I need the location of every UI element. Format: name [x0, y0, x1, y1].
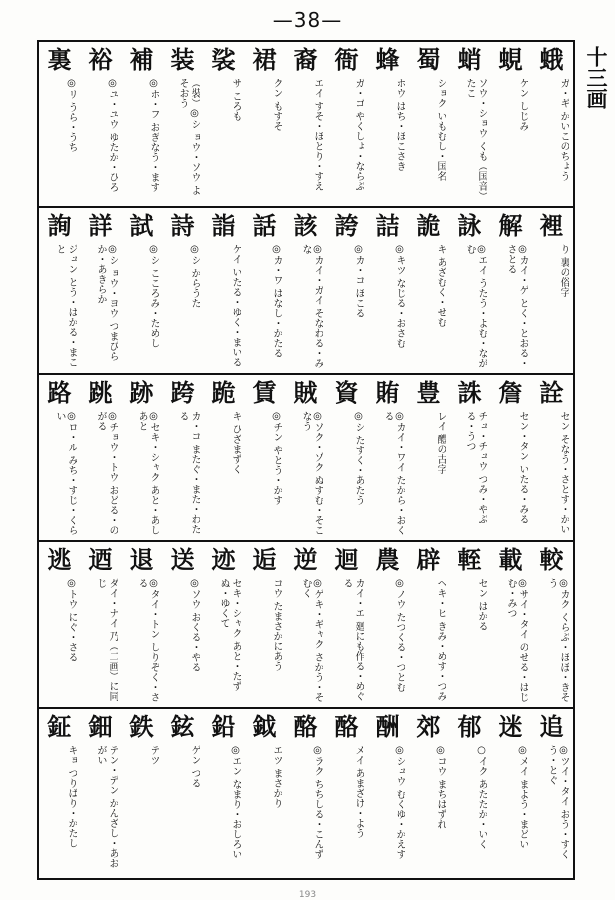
kanji-character: 蛾 — [539, 45, 564, 74]
kanji-reading: ◎カ・ワ はなし・かたる — [271, 244, 282, 359]
kanji-reading: （裝）◎シ ョウ・ソウ よそおう — [177, 78, 200, 196]
kanji-reading: ◎サイ・タイ のせる・はじむ・みつ — [505, 578, 528, 703]
kanji-entry — [327, 208, 366, 372]
kanji-reading: ◎ホ・フ おぎなう・ます — [148, 78, 159, 193]
kanji-reading: ショク いもむし・国名 — [435, 78, 446, 182]
kanji-entry — [286, 208, 325, 372]
kanji-reading: ソウ・ショウ くも（国音）たこ — [464, 78, 487, 202]
kanji-entry — [450, 375, 489, 539]
kanji-character: 試 — [129, 211, 154, 240]
kanji-reading: ◎リ うら・うち — [66, 78, 77, 153]
kanji-reading: ◎コウ まちはずれ — [435, 745, 446, 830]
kanji-reading: セキ・シャク あと・たずぬ・ゆくて — [218, 578, 241, 692]
kanji-reading: ダイ・ナイ 乃（二画）に同じ — [95, 578, 118, 702]
kanji-character: 退 — [129, 545, 154, 574]
kanji-reading: ◎ツイ・タイ おう・すくう・とぐ — [546, 745, 569, 860]
kanji-entry — [40, 375, 79, 539]
kanji-entry — [368, 375, 407, 539]
kanji-entry — [163, 208, 202, 372]
kanji-character: 話 — [252, 211, 277, 240]
kanji-character: 送 — [170, 545, 195, 574]
kanji-character: 跳 — [88, 378, 113, 407]
kanji-entry — [122, 208, 161, 372]
kanji-entry — [204, 709, 243, 873]
kanji-entry — [122, 709, 161, 873]
kanji-reading: キョ つりばり・かたし — [66, 745, 77, 849]
kanji-reading: ◎カイ・ゲ とく・とおる・さとる — [505, 244, 528, 369]
kanji-entry — [491, 42, 530, 206]
kanji-character: 迷 — [498, 712, 523, 741]
kanji-entry — [532, 542, 571, 706]
kanji-entry — [532, 208, 571, 372]
kanji-reading: ◎ノウ たつくる・つとむ — [394, 578, 405, 693]
kanji-character: 蜂 — [375, 45, 400, 74]
kanji-reading: ケイ いたる・ゆく・まいる — [230, 244, 241, 368]
kanji-entry — [450, 542, 489, 706]
kanji-entry — [327, 542, 366, 706]
kanji-entry — [327, 709, 366, 873]
stroke-count-tab: 十三画 — [584, 46, 609, 109]
kanji-entry — [491, 542, 530, 706]
kanji-reading: り 裏の俗字 — [558, 244, 569, 298]
kanji-character: 鈿 — [88, 712, 113, 741]
kanji-character: 酪 — [334, 712, 359, 741]
kanji-reading: ◎カ・コ ほこる — [353, 244, 364, 319]
kanji-character: 資 — [334, 378, 359, 407]
kanji-character: 載 — [498, 545, 523, 574]
kanji-reading: セン はかる — [476, 578, 487, 632]
kanji-entry — [245, 42, 284, 206]
kanji-entry — [409, 709, 448, 873]
kanji-entry — [450, 42, 489, 206]
kanji-character: 解 — [498, 211, 523, 240]
kanji-reading: ◎シ からうた — [189, 244, 200, 309]
kanji-reading: テン・デン かんざし・あおがい — [95, 745, 118, 869]
kanji-reading: ホウ はち・ほこさき — [394, 78, 405, 172]
kanji-entry — [491, 208, 530, 372]
kanji-reading: ガ・ゴ やくしょ・ならぶ — [353, 78, 364, 192]
kanji-reading: カイ・エ 廻にも作る・めぐる — [341, 578, 364, 702]
kanji-reading: ◎チン やとう・かす — [271, 411, 282, 506]
kanji-character: 裏 — [47, 45, 72, 74]
kanji-character: 鉄 — [129, 712, 154, 741]
kanji-reading: テツ — [148, 745, 159, 765]
kanji-character: 詹 — [498, 378, 523, 407]
kanji-reading: セン・タン いたる・みる — [517, 411, 528, 525]
kanji-entry — [122, 42, 161, 206]
kanji-entry — [368, 42, 407, 206]
kanji-entry — [409, 542, 448, 706]
kanji-character: 詮 — [539, 378, 564, 407]
kanji-reading: コウ たまさかにあう — [271, 578, 282, 672]
kanji-character: 補 — [129, 45, 154, 74]
kanji-reading: チュ・チュウ つみ・やぶる・うつ — [464, 411, 487, 525]
kanji-character: 追 — [539, 712, 564, 741]
kanji-character: 詠 — [457, 211, 482, 240]
kanji-character: 迴 — [334, 545, 359, 574]
kanji-reading: ◎カイ・ガイ そなわる・みな — [300, 244, 323, 369]
kanji-reading: ◎ロ・ル みち・すじ・くらい — [54, 411, 77, 536]
kanji-reading: ◎カク くらぶ・ほぼ・きそう — [546, 578, 569, 703]
kanji-character: 鉦 — [47, 712, 72, 741]
kanji-entry — [286, 709, 325, 873]
kanji-character: 跡 — [129, 378, 154, 407]
kanji-character: 詳 — [88, 211, 113, 240]
kanji-entry — [122, 542, 161, 706]
kanji-character: 鉉 — [170, 712, 195, 741]
kanji-character: 該 — [293, 211, 318, 240]
kanji-reading: メイ あまざけ・よう — [353, 745, 364, 839]
kanji-entry — [491, 375, 530, 539]
kanji-entry — [532, 375, 571, 539]
kanji-reading: ◎シ ョウ・ヨウ つまびらか・あきらか — [95, 244, 118, 362]
kanji-character: 逃 — [47, 545, 72, 574]
kanji-character: 蜆 — [498, 45, 523, 74]
kanji-entry — [409, 208, 448, 372]
kanji-table — [37, 40, 575, 880]
kanji-character: 酪 — [293, 712, 318, 741]
kanji-character: 裔 — [293, 45, 318, 74]
kanji-entry — [163, 542, 202, 706]
kanji-entry — [245, 542, 284, 706]
kanji-entry — [368, 709, 407, 873]
kanji-character: 蜀 — [416, 45, 441, 74]
kanji-reading: セン そなう・さとす・かい — [558, 411, 569, 535]
kanji-character: 装 — [170, 45, 195, 74]
kanji-entry — [204, 542, 243, 706]
kanji-character: 裟 — [211, 45, 236, 74]
kanji-reading: ◎ラク ちちしる・こんず — [312, 745, 323, 860]
kanji-reading: レイ 醴の古字 — [435, 411, 446, 475]
kanji-entry — [532, 709, 571, 873]
kanji-character: 鉛 — [211, 712, 236, 741]
kanji-character: 裙 — [252, 45, 277, 74]
kanji-entry — [245, 709, 284, 873]
kanji-reading: エツ まさかり — [271, 745, 282, 809]
kanji-character: 詣 — [211, 211, 236, 240]
kanji-reading: ◎メイ まよう・まどい — [517, 745, 528, 850]
kanji-entry — [491, 709, 530, 873]
kanji-character: 較 — [539, 545, 564, 574]
kanji-reading: ◎ゲキ・ギャク さかう・そむく — [300, 578, 323, 703]
kanji-entry — [245, 375, 284, 539]
kanji-reading: ケン しじみ — [517, 78, 528, 132]
kanji-character: 衙 — [334, 45, 359, 74]
kanji-reading: ◎チョウ・トウ おどる・のがる — [95, 411, 118, 536]
kanji-entry — [204, 375, 243, 539]
kanji-entry — [286, 375, 325, 539]
kanji-reading: ◎ユ・ユウ ゆたか・ひろ — [107, 78, 118, 193]
kanji-entry — [81, 42, 120, 206]
kanji-reading: ◎エン なまり・おしろい — [230, 745, 241, 860]
kanji-reading: ◎キツ なじる・おさむ — [394, 244, 405, 349]
kanji-entry — [286, 542, 325, 706]
kanji-entry — [204, 208, 243, 372]
kanji-entry — [204, 42, 243, 206]
kanji-character: 賊 — [293, 378, 318, 407]
kanji-character: 迹 — [211, 545, 236, 574]
kanji-character: 迺 — [88, 545, 113, 574]
kanji-character: 跪 — [211, 378, 236, 407]
kanji-entry — [163, 375, 202, 539]
kanji-entry — [122, 375, 161, 539]
kanji-reading: ◎トウ にぐ・さる — [66, 578, 77, 663]
kanji-reading: ◎シュウ むくゆ・かえす — [394, 745, 405, 860]
kanji-reading: クン もすそ — [271, 78, 282, 132]
kanji-character: 郁 — [457, 712, 482, 741]
kanji-reading: ◎タイ・トン しりぞく・さる — [136, 578, 159, 703]
kanji-reading: ゲン つる — [189, 745, 200, 789]
kanji-character: 裡 — [539, 211, 564, 240]
kanji-reading: キ ひざまずく — [230, 411, 241, 475]
kanji-character: 路 — [47, 378, 72, 407]
kanji-reading: ◎シ たすく・あたう — [353, 411, 364, 506]
kanji-character: 詢 — [47, 211, 72, 240]
kanji-reading: ○イク あたたか・いく — [476, 745, 487, 850]
kanji-reading: ジュン とう・はかる・まこと — [54, 244, 77, 368]
kanji-character: 辟 — [416, 545, 441, 574]
kanji-entry — [40, 542, 79, 706]
kanji-entry — [286, 42, 325, 206]
page-number: —38— — [272, 8, 343, 32]
kanji-character: 賄 — [375, 378, 400, 407]
kanji-entry — [532, 42, 571, 206]
kanji-reading: ヘキ・ヒ きみ・めす・つみ — [435, 578, 446, 702]
kanji-entry — [81, 375, 120, 539]
kanji-entry — [409, 375, 448, 539]
kanji-character: 詩 — [170, 211, 195, 240]
kanji-reading: ◎カイ・ワイ たから・おくる — [382, 411, 405, 536]
kanji-reading: ◎エイ うたう・よむ・ながむ — [464, 244, 487, 369]
kanji-entry — [81, 208, 120, 372]
kanji-reading: ◎セキ・シャク あと・あしあと — [136, 411, 159, 536]
kanji-character: 農 — [375, 545, 400, 574]
kanji-character: 誅 — [457, 378, 482, 407]
kanji-character: 賃 — [252, 378, 277, 407]
kanji-reading: サ ころも — [230, 78, 241, 122]
kanji-character: 輊 — [457, 545, 482, 574]
kanji-character: 郊 — [416, 712, 441, 741]
kanji-entry — [327, 375, 366, 539]
kanji-reading: カ・コ またぐ・また・わたる — [177, 411, 200, 535]
kanji-entry — [450, 208, 489, 372]
kanji-entry — [163, 709, 202, 873]
kanji-entry — [368, 208, 407, 372]
kanji-entry — [327, 42, 366, 206]
kanji-character: 誇 — [334, 211, 359, 240]
kanji-entry — [409, 42, 448, 206]
kanji-entry — [81, 709, 120, 873]
kanji-entry — [368, 542, 407, 706]
kanji-character: 詰 — [375, 211, 400, 240]
kanji-character: 詭 — [416, 211, 441, 240]
kanji-entry — [163, 42, 202, 206]
kanji-entry — [40, 709, 79, 873]
kanji-character: 逅 — [252, 545, 277, 574]
kanji-character: 鉞 — [252, 712, 277, 741]
kanji-character: 裕 — [88, 45, 113, 74]
footer-number: 193 — [298, 890, 317, 900]
kanji-reading: ◎シ こころみ・ためし — [148, 244, 159, 349]
kanji-character: 酬 — [375, 712, 400, 741]
kanji-character: 豊 — [416, 378, 441, 407]
kanji-reading: ◎ソウ おくる・やる — [189, 578, 200, 673]
kanji-character: 跨 — [170, 378, 195, 407]
kanji-reading: エイ すそ・ほとり・すえ — [312, 78, 323, 192]
kanji-character: 逆 — [293, 545, 318, 574]
kanji-reading: ガ・ギ かいこのちょう — [558, 78, 569, 182]
kanji-reading: ◎ソク・ゾク ぬすむ・そこなう — [300, 411, 323, 536]
kanji-entry — [40, 208, 79, 372]
kanji-entry — [81, 542, 120, 706]
kanji-entry — [450, 709, 489, 873]
kanji-character: 蛸 — [457, 45, 482, 74]
kanji-reading: キ あざむく・せむ — [435, 244, 446, 328]
kanji-entry — [245, 208, 284, 372]
kanji-entry — [40, 42, 79, 206]
